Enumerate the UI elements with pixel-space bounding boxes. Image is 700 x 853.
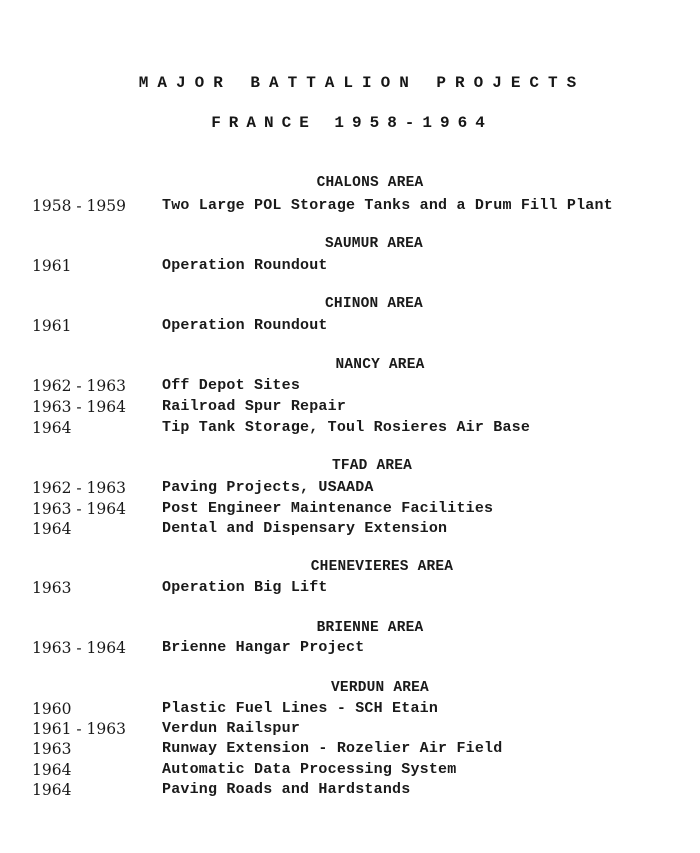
- section-title: TFAD AREA: [331, 458, 413, 474]
- project-years: 1962 - 1963: [32, 479, 126, 497]
- project-description: Post Engineer Maintenance Facilities: [162, 500, 494, 517]
- project-years: 1958 - 1959: [32, 197, 126, 215]
- project-years: 1963: [32, 579, 72, 597]
- project-description: Plastic Fuel Lines - SCH Etain: [162, 700, 439, 717]
- section-title: CHENEVIERES AREA: [310, 559, 454, 575]
- project-description: Operation Roundout: [162, 257, 328, 274]
- project-years: 1961: [32, 317, 72, 335]
- project-description: Dental and Dispensary Extension: [162, 520, 448, 537]
- project-years: 1963: [32, 740, 72, 758]
- project-years: 1962 - 1963: [32, 377, 126, 395]
- section-title: CHINON AREA: [325, 296, 423, 312]
- project-description: Verdun Railspur: [162, 720, 301, 737]
- project-description: Two Large POL Storage Tanks and a Drum Fill Plant: [162, 197, 613, 214]
- project-years: 1963 - 1964: [32, 639, 126, 657]
- project-description: Automatic Data Processing System: [162, 761, 457, 778]
- section-title: NANCY AREA: [335, 357, 425, 373]
- document-title: MAJOR BATTALION PROJECTS: [138, 74, 586, 92]
- project-description: Off Depot Sites: [162, 377, 301, 394]
- project-years: 1964: [32, 520, 72, 538]
- project-years: 1963 - 1964: [32, 500, 126, 518]
- section-title: SAUMUR AREA: [325, 236, 423, 252]
- project-years: 1960: [32, 700, 72, 718]
- project-description: Operation Big Lift: [162, 579, 328, 596]
- project-description: Tip Tank Storage, Toul Rosieres Air Base: [162, 419, 531, 436]
- project-description: Brienne Hangar Project: [162, 639, 365, 656]
- section-title: VERDUN AREA: [331, 680, 429, 696]
- project-description: Runway Extension - Rozelier Air Field: [162, 740, 503, 757]
- project-description: Operation Roundout: [162, 317, 328, 334]
- project-years: 1964: [32, 761, 72, 779]
- project-description: Paving Projects, USAADA: [162, 479, 374, 496]
- section-title: BRIENNE AREA: [316, 620, 424, 636]
- project-years: 1964: [32, 419, 72, 437]
- project-years: 1964: [32, 781, 72, 799]
- project-years: 1963 - 1964: [32, 398, 126, 416]
- project-years: 1961: [32, 257, 72, 275]
- project-years: 1961 - 1963: [32, 720, 126, 738]
- document-subtitle: FRANCE 1958-1964: [211, 114, 493, 132]
- project-description: Paving Roads and Hardstands: [162, 781, 411, 798]
- section-title: CHALONS AREA: [316, 175, 424, 191]
- project-description: Railroad Spur Repair: [162, 398, 347, 415]
